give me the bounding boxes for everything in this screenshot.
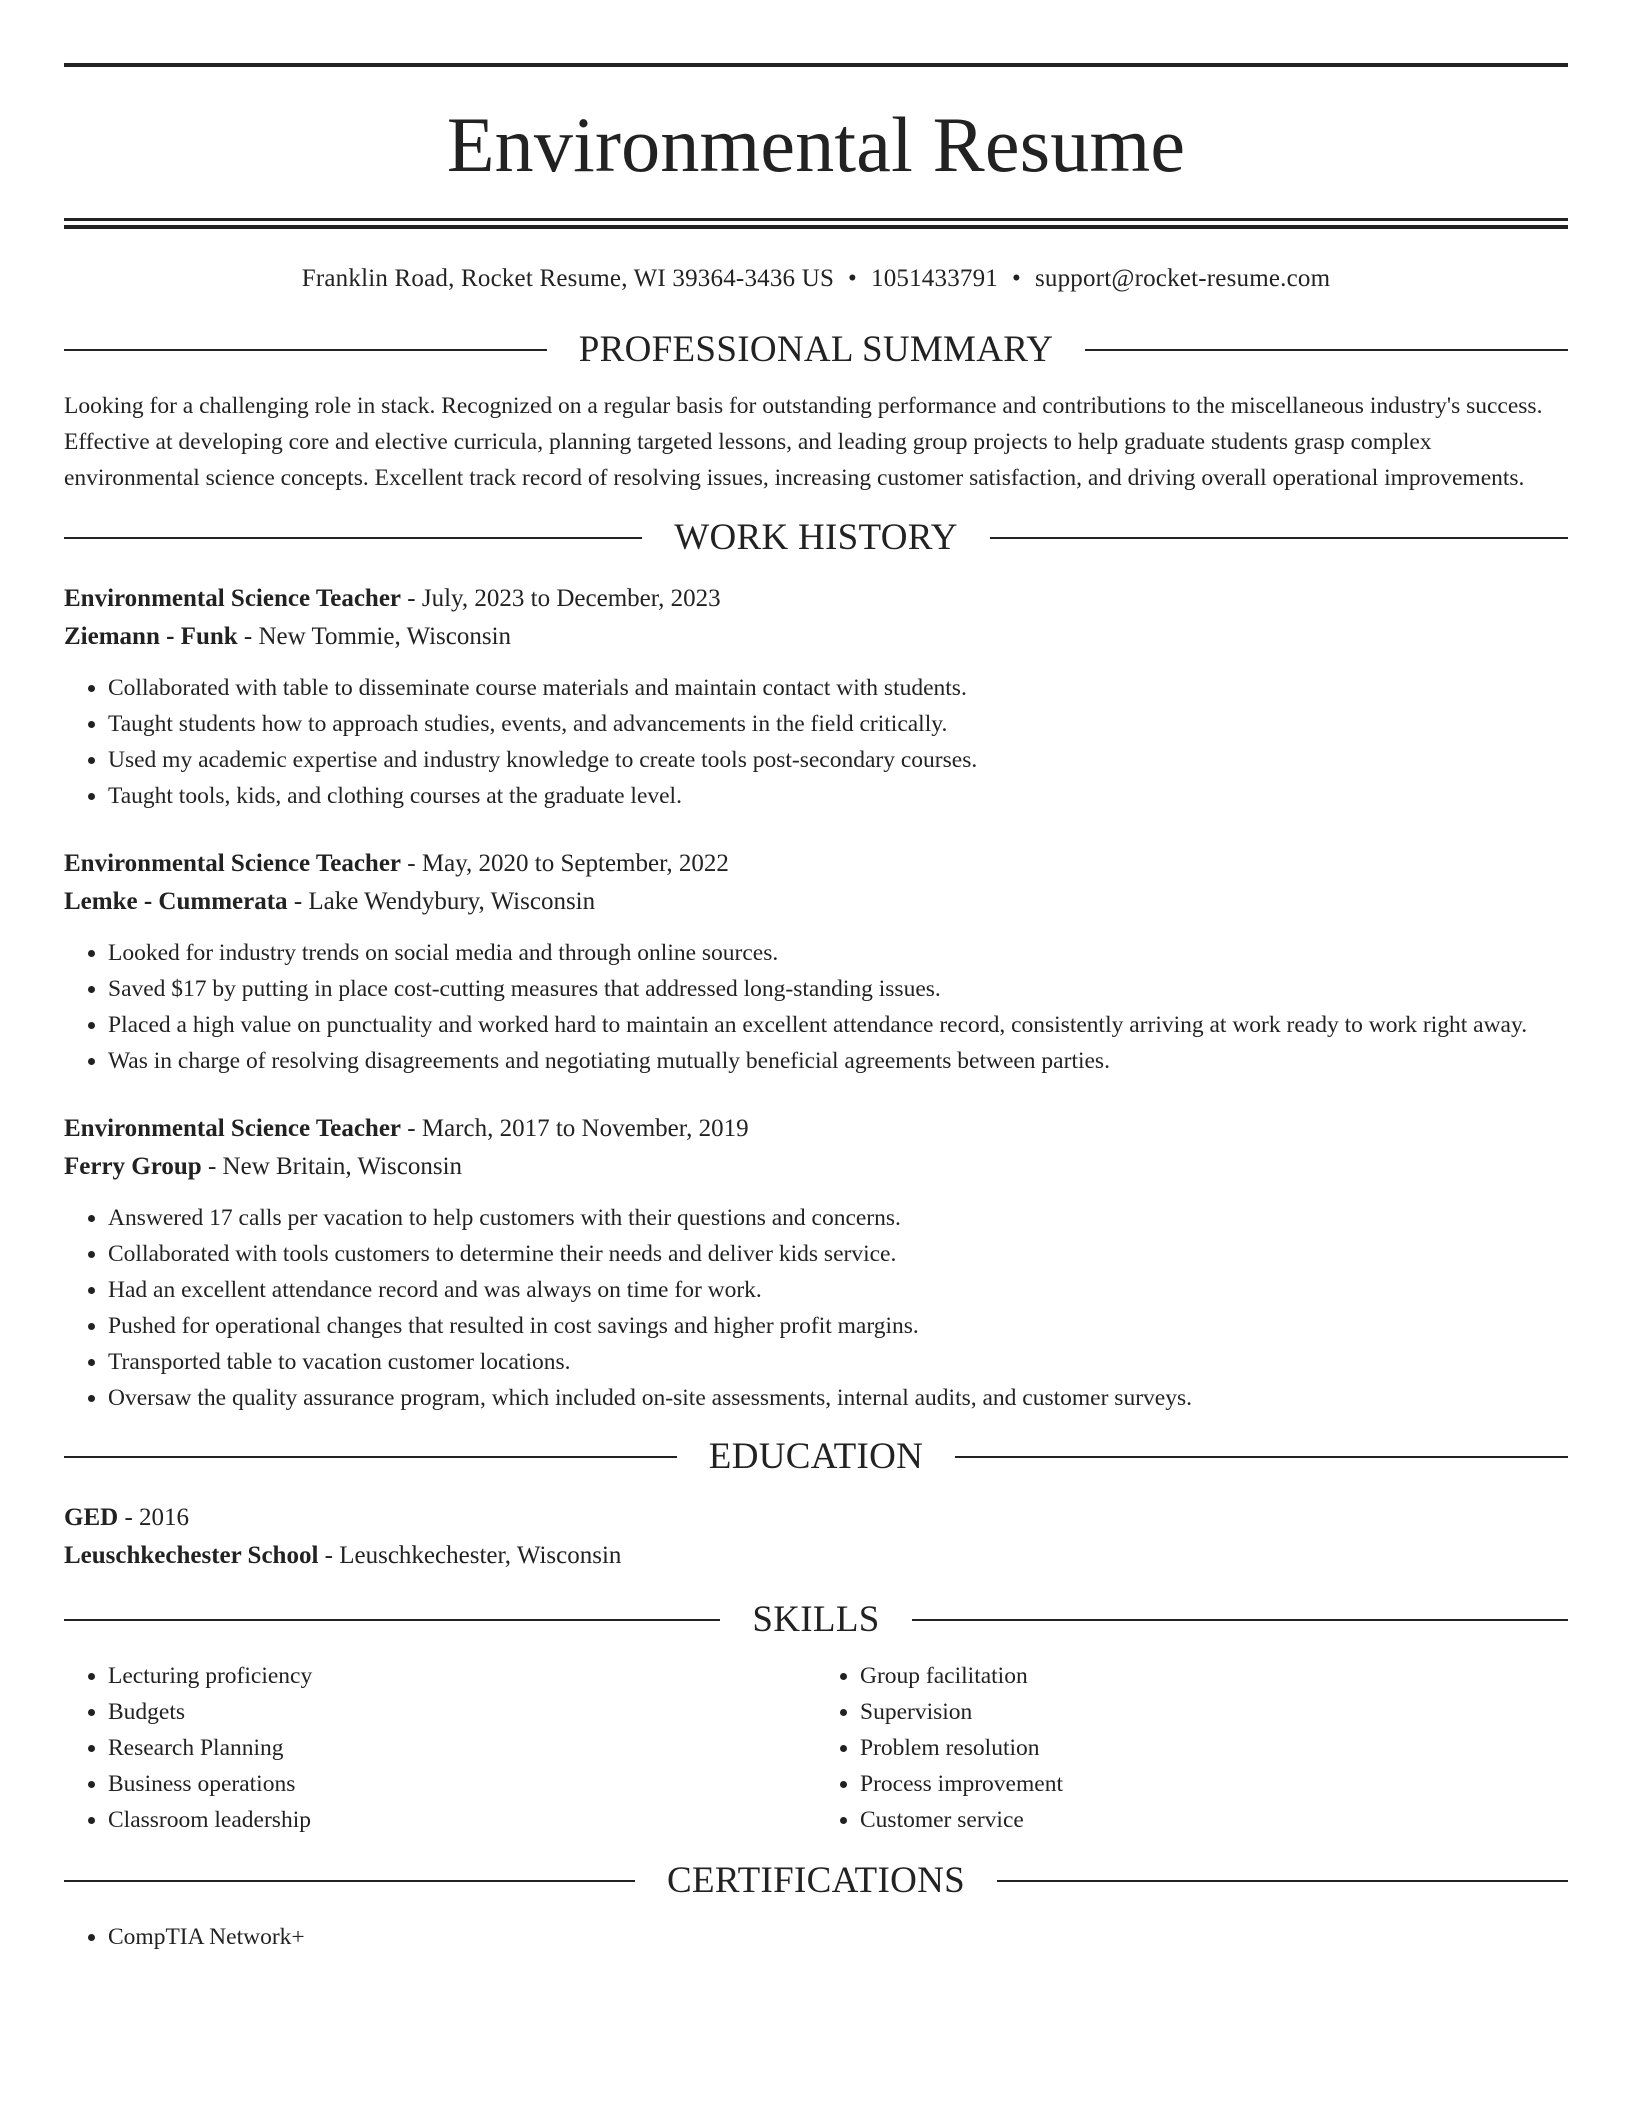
list-item: • Collaborated with tools customers to determine their needs and deliver kids service. [108,1236,1568,1272]
certifications-list [64,1919,1568,1955]
education-school: Leuschkechester School [64,1542,319,1569]
job-location: - New Britain, Wisconsin [201,1153,463,1180]
skill-item: • Research Planning [108,1730,816,1766]
job-title: Environmental Science Teacher [64,1115,402,1142]
list-item: • Looked for industry trends on social media and through online sources. [108,935,1568,971]
job-bullets [64,935,1568,1079]
resume-page [64,0,1568,1955]
job-entry [64,1110,1568,1416]
job-company: Lemke - Cummerata [64,888,288,915]
skill-item: • Business operations [108,1766,816,1802]
job-bullets [64,670,1568,814]
section-title-certifications: CERTIFICATIONS [64,1862,1568,1899]
job-title-line [64,1110,1568,1148]
list-item: • Collaborated with table to disseminate course materials and maintain contact with students. [108,670,1568,706]
contact-phone: 1051433791 [871,265,998,292]
job-dates: - May, 2020 to September, 2022 [401,850,729,877]
list-item: • Taught tools, kids, and clothing courses at the graduate level. [108,778,1568,814]
skills-grid [64,1658,1568,1838]
skill-item: • Process improvement [860,1766,1568,1802]
job-location: - New Tommie, Wisconsin [237,623,512,650]
skill-item: • Classroom leadership [108,1802,816,1838]
list-item: • Taught students how to approach studies, events, and advancements in the field critically. [108,706,1568,742]
job-company-line [64,618,1568,656]
contact-separator: • [1012,265,1021,292]
skills-column-left [64,1658,816,1838]
list-item: • Placed a high value on punctuality and worked hard to maintain an excellent attendance record, consistently arriving at work ready to work right away. [108,1007,1568,1043]
job-title-line [64,580,1568,618]
list-item: • Answered 17 calls per vacation to help customers with their questions and concerns. [108,1200,1568,1236]
skill-item: • Lecturing proficiency [108,1658,816,1694]
skill-item: • Budgets [108,1694,816,1730]
job-location: - Lake Wendybury, Wisconsin [287,888,596,915]
education-entry [64,1499,1568,1575]
job-title: Environmental Science Teacher [64,585,402,612]
job-company: Ziemann - Funk [64,623,238,650]
job-entry [64,580,1568,814]
list-item: • Transported table to vacation customer locations. [108,1344,1568,1380]
job-bullets [64,1200,1568,1416]
job-dates: - March, 2017 to November, 2019 [401,1115,749,1142]
list-item: • Oversaw the quality assurance program, which included on-site assessments, internal audits, and customer surveys. [108,1380,1568,1416]
job-company: Ferry Group [64,1153,202,1180]
education-school-line [64,1537,1568,1575]
contact-address: Franklin Road, Rocket Resume, WI 39364-3436 US [301,265,835,292]
list-item: • Used my academic expertise and industry knowledge to create tools post-secondary courses. [108,742,1568,778]
summary-text: Looking for a challenging role in stack. Recognized on a regular basis for outstanding performance and contributions to the miscellaneous industry's success. Effective at developing core and elective curricula, planning targeted lessons, and leading group projects to help graduate students grasp complex environmental science concepts. Excellent track record of resolving issues, increasing customer satisfaction, and driving overall operational improvements. [64,393,1543,491]
job-title-line [64,845,1568,883]
section-title-education: EDUCATION [64,1438,1568,1475]
job-dates: - July, 2023 to December, 2023 [401,585,721,612]
list-item: • Pushed for operational changes that resulted in cost savings and higher profit margins. [108,1308,1568,1344]
education-degree-line [64,1499,1568,1537]
job-title: Environmental Science Teacher [64,850,402,877]
skill-item: • Group facilitation [860,1658,1568,1694]
education-location: - Leuschkechester, Wisconsin [318,1542,622,1569]
section-title-summary: PROFESSIONAL SUMMARY [64,331,1568,368]
job-company-line [64,883,1568,921]
job-company-line [64,1148,1568,1186]
contact-email[interactable]: support@rocket-resume.com [1034,265,1331,292]
contact-separator: • [848,265,857,292]
skill-item: • Supervision [860,1694,1568,1730]
skills-column-right [816,1658,1568,1838]
certification-item: • CompTIA Network+ [108,1919,1568,1955]
education-degree: GED [64,1504,119,1531]
job-entry [64,845,1568,1079]
section-title-skills: SKILLS [64,1601,1568,1638]
contact-line [64,265,1568,293]
skill-item: • Customer service [860,1802,1568,1838]
resume-name: Environmental Resume [446,101,1186,188]
section-title-work-history: WORK HISTORY [64,519,1568,556]
list-item: • Had an excellent attendance record and was always on time for work. [108,1272,1568,1308]
list-item: • Saved $17 by putting in place cost-cutting measures that addressed long-standing issues. [108,971,1568,1007]
header-double-rule [64,218,1568,229]
skill-item: • Problem resolution [860,1730,1568,1766]
education-year: - 2016 [118,1504,190,1531]
list-item: • Was in charge of resolving disagreements and negotiating mutually beneficial agreements between parties. [108,1043,1568,1079]
